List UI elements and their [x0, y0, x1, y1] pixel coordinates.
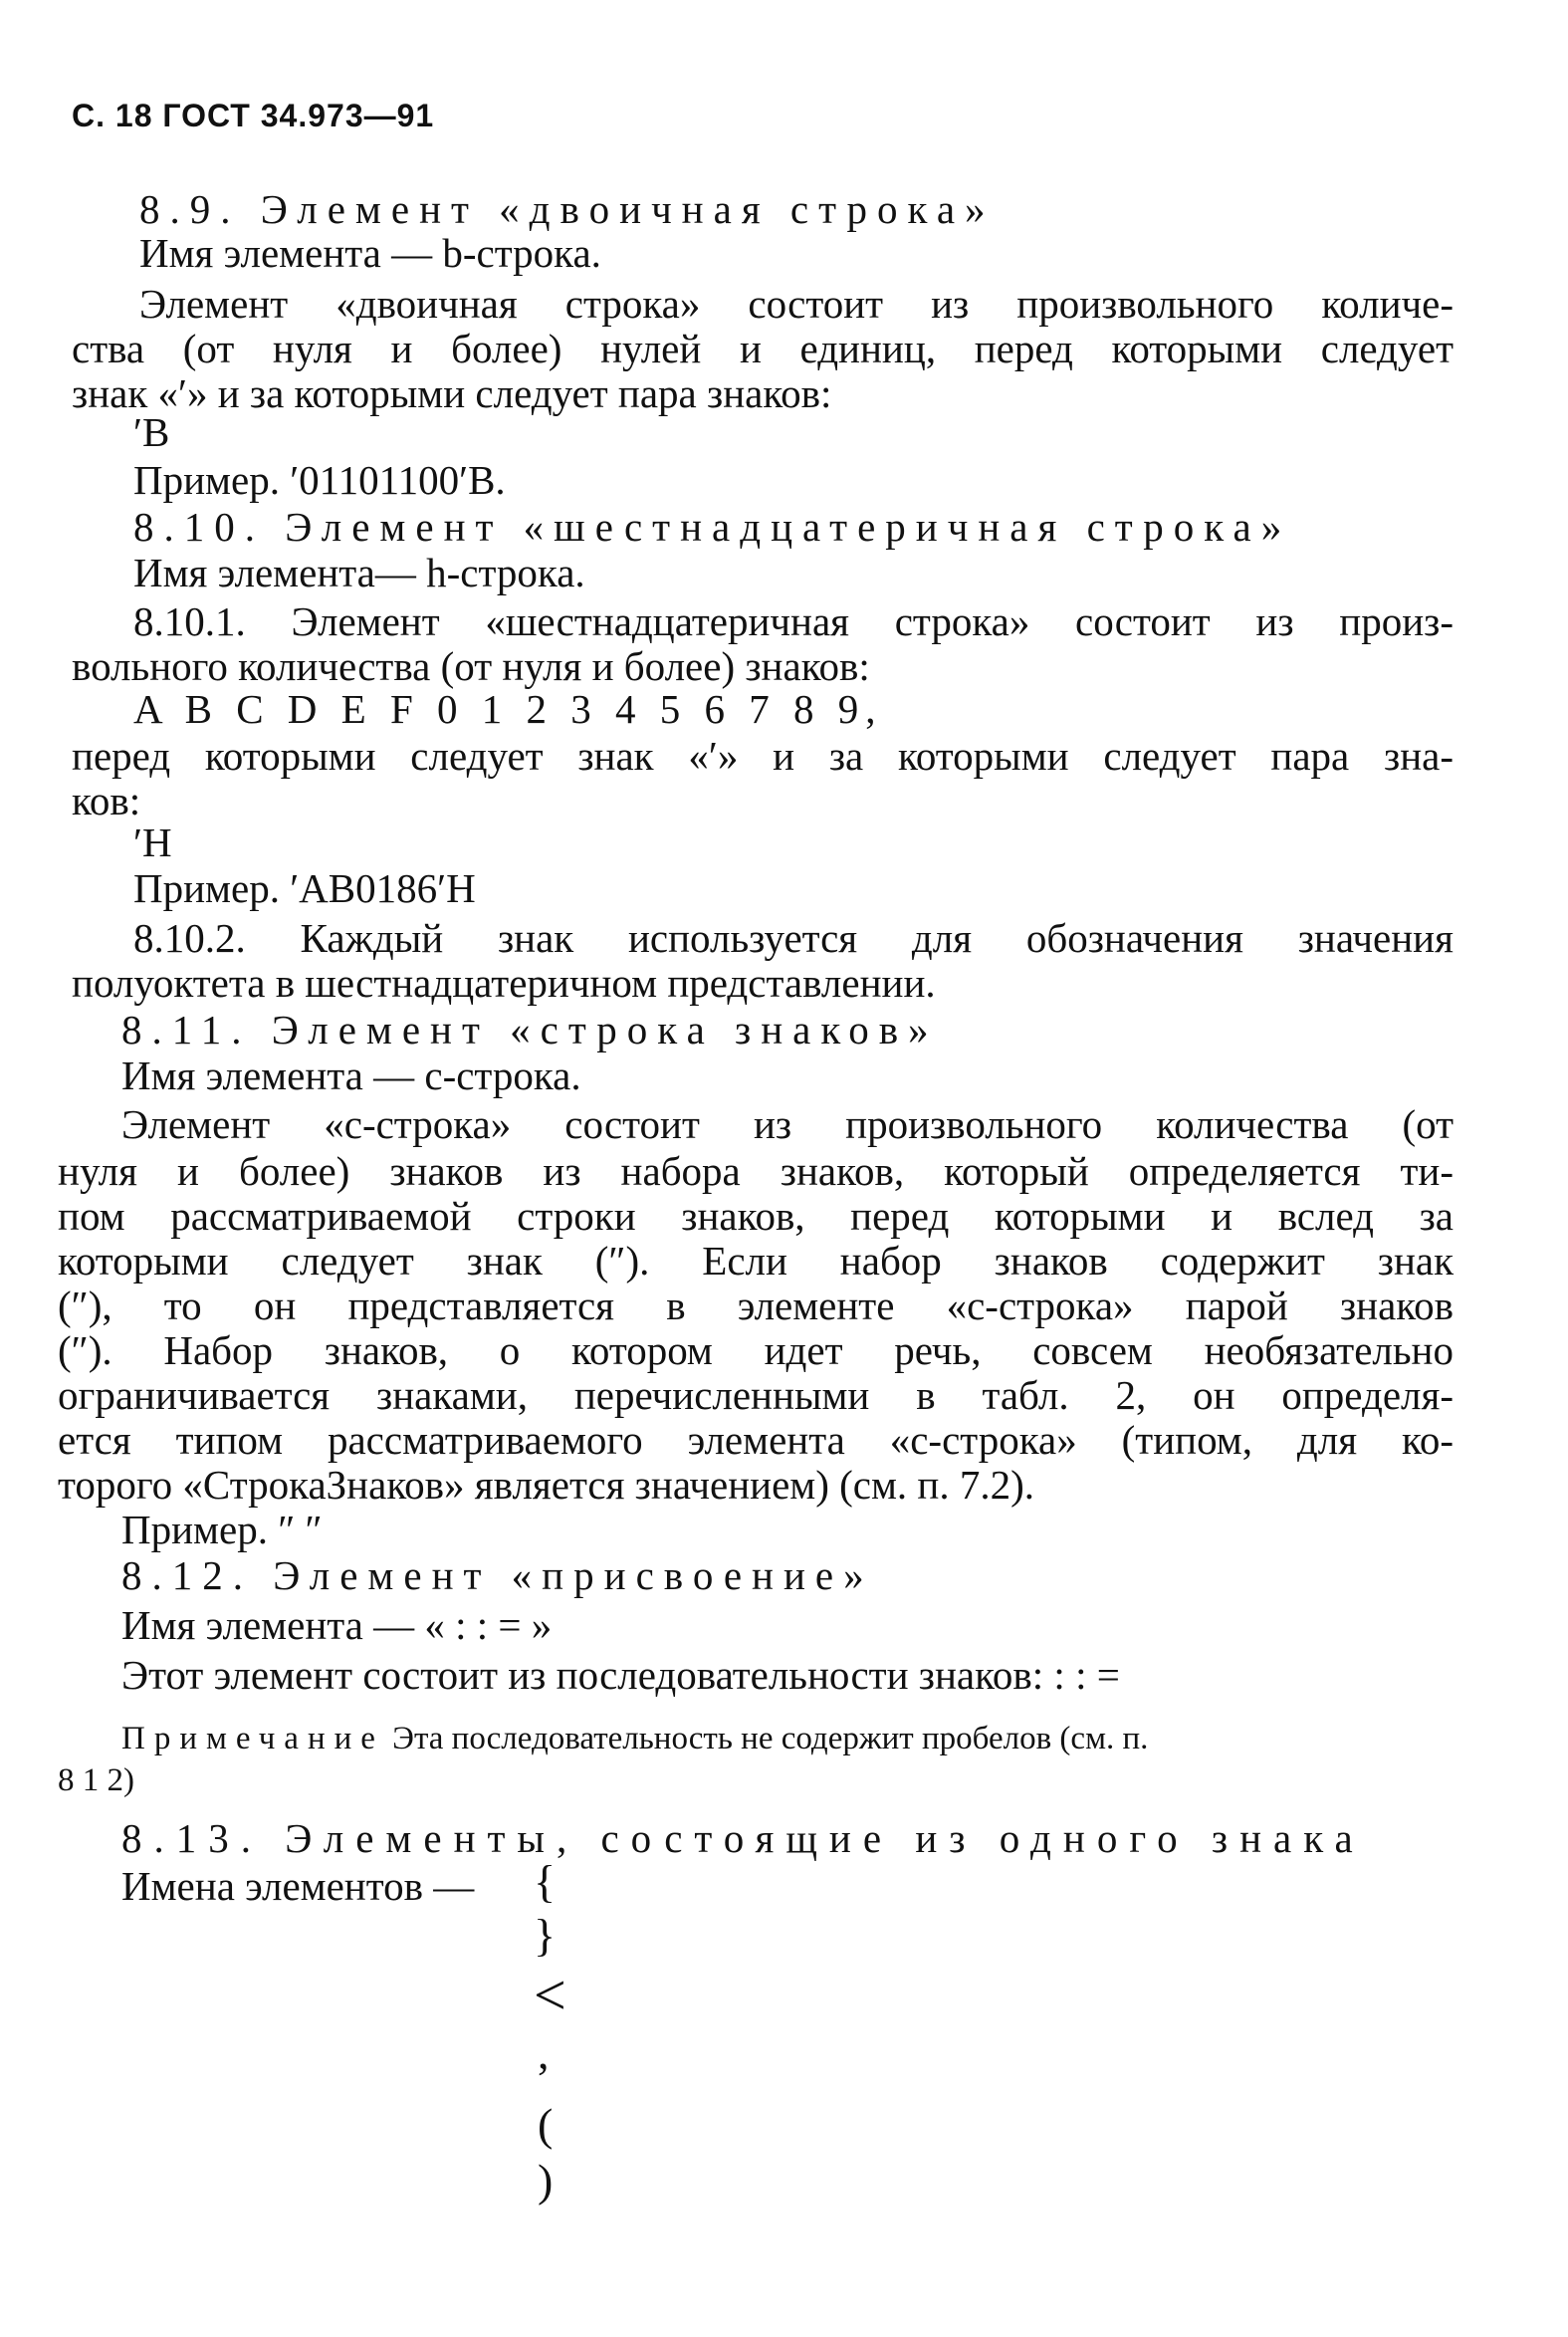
section-8-10-example: Пример. ′AB0186′H: [133, 865, 476, 911]
note-text: Эта последовательность не содержит пробелов (см. п.: [383, 1721, 1149, 1756]
section-8-9-body-line: ства (от нуля и более) нулей и единиц, перед которыми следует: [72, 326, 1454, 371]
section-8-11-body-line: Элемент «c-строка» состоит из произвольного количества (от: [121, 1101, 1454, 1147]
section-8-11-body-line: ется типом рассматриваемого элемента «c-строка» (типом, для ко-: [58, 1417, 1454, 1463]
section-8-9-body-line: знак «′» и за которыми следует пара знаков:: [72, 370, 832, 416]
section-8-10-p2-line: 8.10.2. Каждый знак используется для обозначения значения: [133, 915, 1454, 961]
element-symbol: ,: [538, 2027, 550, 2078]
section-8-11-body-line: ограничивается знаками, перечисленными в табл. 2, он определя-: [58, 1372, 1454, 1418]
section-8-11-body-line: торого «СтрокаЗнаков» является значением) (см. п. 7.2).: [58, 1462, 1035, 1508]
section-8-10-p2-line: полуоктета в шестнадцатеричном представлении.: [72, 960, 936, 1006]
section-8-11-body-line: которыми следует знак (″). Если набор знаков содержит знак: [58, 1238, 1454, 1284]
section-8-10-charset: A B C D E F 0 1 2 3 4 5 6 7 8 9,: [133, 686, 883, 732]
element-symbol: <: [534, 1963, 566, 2027]
section-8-9-title: 8.9. Элемент «двоичная строка»: [139, 186, 996, 232]
section-8-10-suffix: ′H: [133, 819, 172, 865]
section-8-11-body-line: нуля и более) знаков из набора знаков, который определяется ти-: [58, 1148, 1454, 1194]
section-8-11-name: Имя элемента — c-строка.: [121, 1052, 581, 1098]
section-8-10-title: 8.10. Элемент «шестнадцатеричная строка»: [133, 504, 1292, 550]
note-label: Примечание: [121, 1721, 384, 1756]
section-8-10-name: Имя элемента— h-строка.: [133, 550, 585, 595]
section-8-9-suffix: ′B: [133, 409, 170, 455]
section-8-10-p1-line: вольного количества (от нуля и более) знаков:: [72, 643, 870, 689]
section-8-12-body: Этот элемент состоит из последовательности знаков: : : =: [121, 1652, 1120, 1698]
section-8-9-name: Имя элемента — b-строка.: [139, 230, 601, 276]
section-8-11-title: 8.11. Элемент «строка знаков»: [121, 1007, 939, 1052]
section-8-12-title: 8.12. Элемент «присвоение»: [121, 1552, 874, 1598]
section-8-9-body-line: Элемент «двоичная строка» состоит из произвольного количе-: [139, 281, 1454, 327]
section-8-12-note-ref: 8 1 2): [58, 1762, 134, 1798]
element-symbol: (: [538, 2099, 554, 2150]
section-8-12-note: [121, 1715, 1148, 1762]
section-8-11-body-line: пом рассматриваемой строки знаков, перед которыми и вслед за: [58, 1193, 1454, 1239]
element-symbol: ): [538, 2155, 554, 2206]
section-8-11-example: Пример. ″ ″: [121, 1507, 323, 1552]
page-header: С. 18 ГОСТ 34.973—91: [72, 98, 435, 133]
section-8-9-example: Пример. ′01101100′B.: [133, 457, 506, 503]
section-8-12-name: Имя элемента — « : : = »: [121, 1602, 553, 1648]
element-symbol: {: [534, 1856, 557, 1907]
element-symbol: }: [534, 1910, 557, 1961]
section-8-10-p1-line: 8.10.1. Элемент «шестнадцатеричная строка» состоит из произ-: [133, 598, 1454, 644]
section-8-13-title: 8.13. Элементы, состоящие из одного знака: [121, 1815, 1365, 1861]
section-8-13-names-label: Имена элементов —: [121, 1863, 485, 1909]
section-8-10-p1-cont-line: перед которыми следует знак «′» и за которыми следует пара зна-: [72, 733, 1454, 779]
section-8-10-p1-cont-line: ков:: [72, 778, 141, 823]
section-8-11-body-line: (″). Набор знаков, о котором идет речь, совсем необязательно: [58, 1327, 1454, 1373]
section-8-11-body-line: (″), то он представляется в элементе «c-строка» парой знаков: [58, 1283, 1454, 1328]
